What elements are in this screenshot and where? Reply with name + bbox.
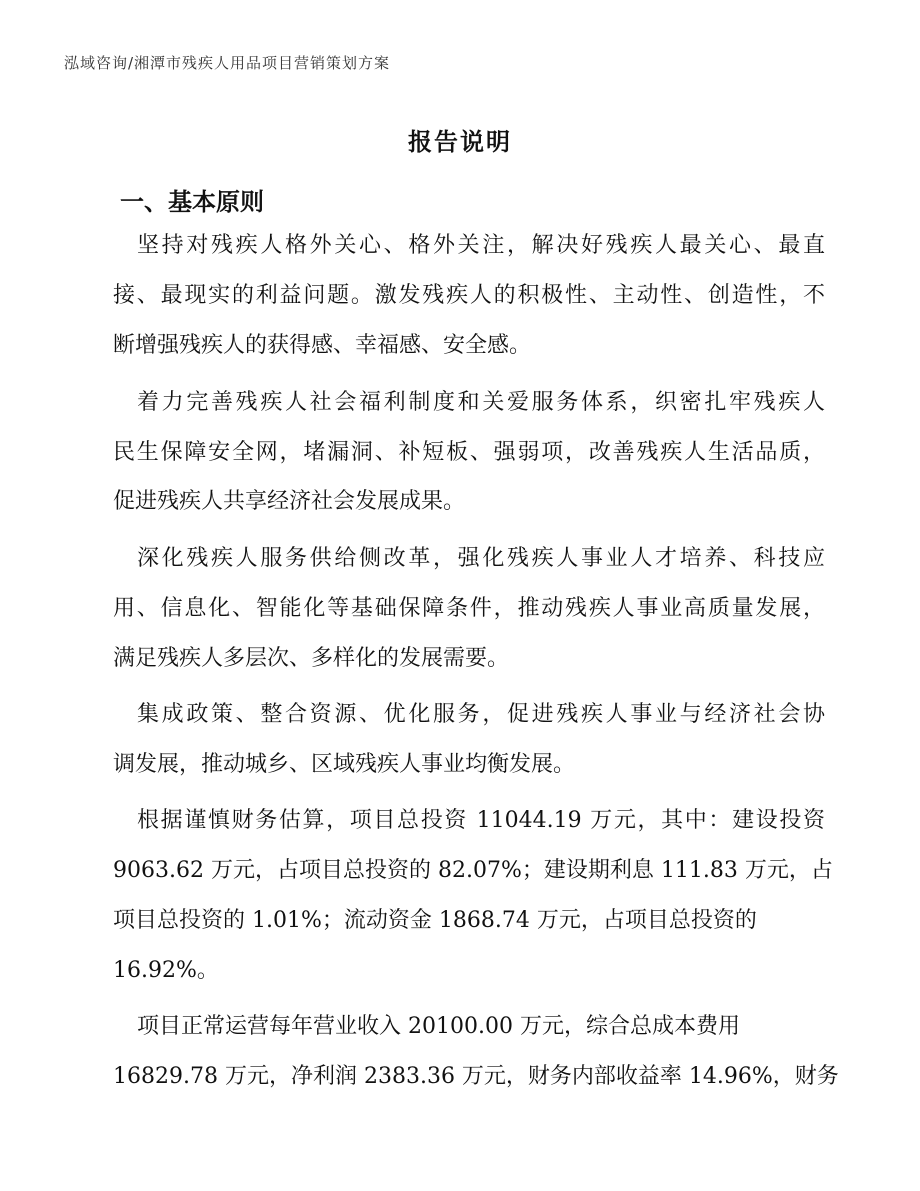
- paragraph-line: 9063.62 万元，占项目总投资的 82.07%；建设期利息 111.83 万元，占: [113, 858, 833, 883]
- paragraph-line: 坚持对残疾人格外关心、格外关注，解决好残疾人最关心、最直: [137, 233, 825, 258]
- paragraph-line: 集成政策、整合资源、优化服务，促进残疾人事业与经济社会协: [137, 702, 825, 727]
- paragraph-line: 促进残疾人共享经济社会发展成果。: [113, 489, 466, 514]
- page-title: 报告说明: [408, 127, 512, 156]
- paragraph-line: 16829.78 万元，净利润 2383.36 万元，财务内部收益率 14.96%，财务: [113, 1064, 839, 1089]
- paragraph-line: 调发展，推动城乡、区域残疾人事业均衡发展。: [113, 752, 576, 777]
- paragraph-line: 着力完善残疾人社会福利制度和关爱服务体系，织密扎牢残疾人: [137, 390, 825, 415]
- paragraph-line: 16.92%。: [113, 958, 219, 983]
- paragraph-line: 民生保障安全网，堵漏洞、补短板、强弱项，改善残疾人生活品质，: [113, 440, 825, 465]
- paragraph-line: 满足残疾人多层次、多样化的发展需要。: [113, 646, 510, 671]
- paragraph-line: 接、最现实的利益问题。激发残疾人的积极性、主动性、创造性，不: [113, 283, 825, 308]
- paragraph-line: 项目总投资的 1.01%；流动资金 1868.74 万元，占项目总投资的: [113, 908, 757, 933]
- section-heading: 一、基本原则: [120, 187, 264, 216]
- paragraph-line: 用、信息化、智能化等基础保障条件，推动残疾人事业高质量发展，: [113, 596, 825, 621]
- running-header: 泓域咨询/湘潭市残疾人用品项目营销策划方案: [64, 54, 391, 72]
- paragraph-line: 项目正常运营每年营业收入 20100.00 万元，综合总成本费用: [137, 1014, 740, 1039]
- paragraph-line: 根据谨慎财务估算，项目总投资 11044.19 万元，其中：建设投资: [137, 808, 825, 833]
- paragraph-line: 深化残疾人服务供给侧改革，强化残疾人事业人才培养、科技应: [137, 546, 825, 571]
- paragraph-line: 断增强残疾人的获得感、幸福感、安全感。: [113, 333, 532, 358]
